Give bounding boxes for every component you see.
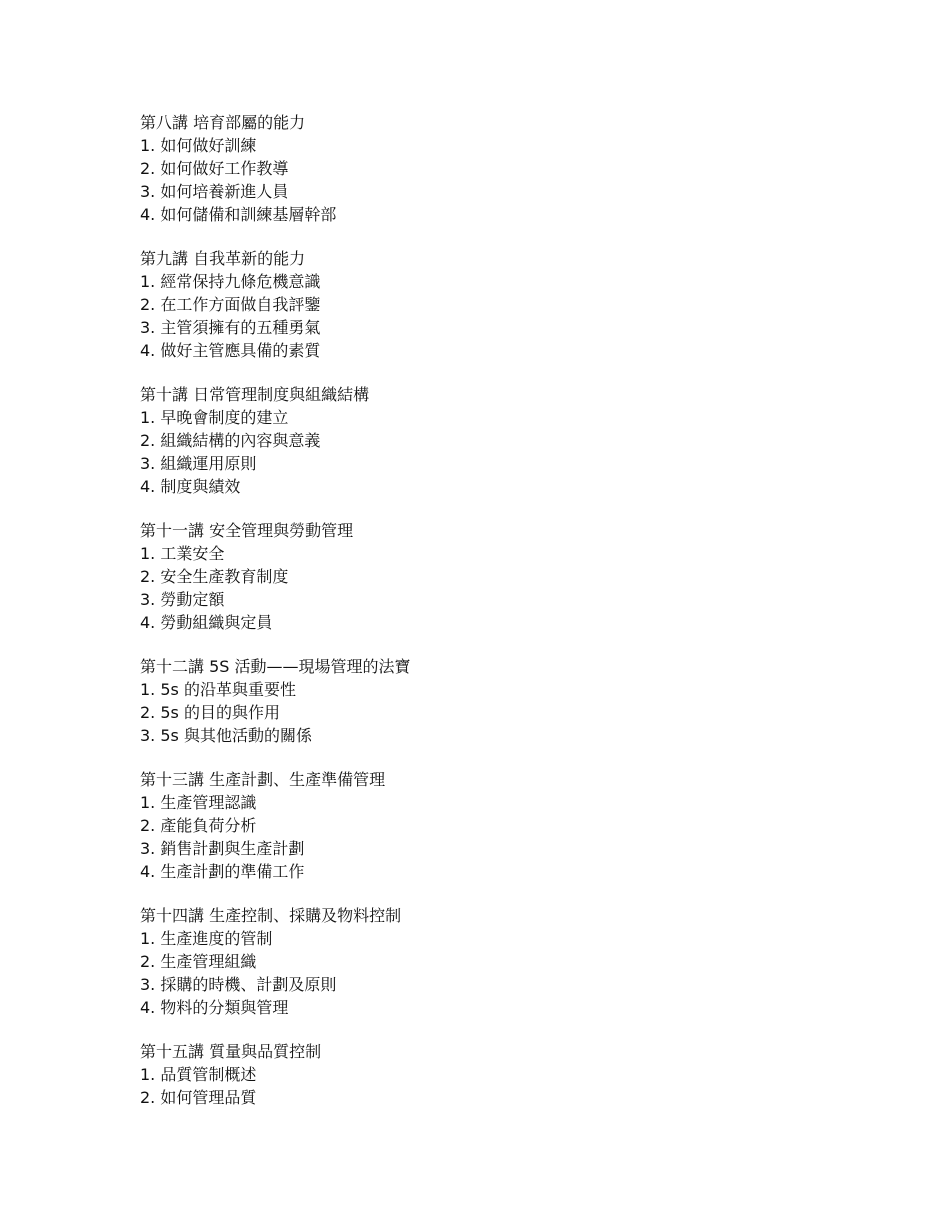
section-heading: 第十三講 生產計劃、生產準備管理 <box>140 770 386 789</box>
list-item: 2. 組織結構的內容與意義 <box>140 431 321 450</box>
section-heading: 第八講 培育部屬的能力 <box>140 113 306 132</box>
list-item: 2. 在工作方面做自我評鑒 <box>140 295 321 314</box>
section-15 <box>140 1040 900 1109</box>
section-12 <box>140 655 900 747</box>
list-item: 3. 5s 與其他活動的關係 <box>140 726 312 745</box>
list-item: 2. 5s 的目的與作用 <box>140 703 280 722</box>
list-item: 1. 工業安全 <box>140 544 225 563</box>
list-item: 3. 如何培養新進人員 <box>140 182 289 201</box>
list-item: 2. 產能負荷分析 <box>140 816 257 835</box>
list-item: 1. 早晚會制度的建立 <box>140 408 289 427</box>
list-item: 1. 品質管制概述 <box>140 1065 257 1084</box>
list-item: 4. 物料的分類與管理 <box>140 998 289 1017</box>
list-item: 3. 組織運用原則 <box>140 454 257 473</box>
list-item: 2. 安全生產教育制度 <box>140 567 289 586</box>
section-13 <box>140 768 900 883</box>
list-item: 1. 如何做好訓練 <box>140 136 257 155</box>
section-heading: 第九講 自我革新的能力 <box>140 249 306 268</box>
section-heading: 第十五講 質量與品質控制 <box>140 1042 322 1061</box>
section-heading: 第十四講 生產控制、採購及物料控制 <box>140 906 402 925</box>
list-item: 2. 生產管理組織 <box>140 952 257 971</box>
list-item: 1. 經常保持九條危機意識 <box>140 272 321 291</box>
list-item: 2. 如何做好工作教導 <box>140 159 289 178</box>
document-page <box>140 111 900 1109</box>
section-14 <box>140 904 900 1019</box>
list-item: 3. 採購的時機、計劃及原則 <box>140 975 337 994</box>
section-11 <box>140 519 900 634</box>
list-item: 3. 勞動定額 <box>140 590 225 609</box>
list-item: 1. 生產進度的管制 <box>140 929 273 948</box>
section-10 <box>140 383 900 498</box>
section-heading: 第十一講 安全管理與勞動管理 <box>140 521 354 540</box>
section-9 <box>140 247 900 362</box>
section-8 <box>140 111 900 226</box>
list-item: 3. 銷售計劃與生產計劃 <box>140 839 305 858</box>
list-item: 1. 5s 的沿革與重要性 <box>140 680 296 699</box>
list-item: 2. 如何管理品質 <box>140 1088 257 1107</box>
section-heading: 第十講 日常管理制度與組織結構 <box>140 385 370 404</box>
list-item: 4. 勞動組織與定員 <box>140 613 273 632</box>
list-item: 3. 主管須擁有的五種勇氣 <box>140 318 321 337</box>
list-item: 4. 生產計劃的準備工作 <box>140 862 305 881</box>
list-item: 1. 生產管理認識 <box>140 793 257 812</box>
list-item: 4. 如何儲備和訓練基層幹部 <box>140 205 337 224</box>
list-item: 4. 制度與績效 <box>140 477 241 496</box>
list-item: 4. 做好主管應具備的素質 <box>140 341 321 360</box>
section-heading: 第十二講 5S 活動——現場管理的法寶 <box>140 657 411 676</box>
